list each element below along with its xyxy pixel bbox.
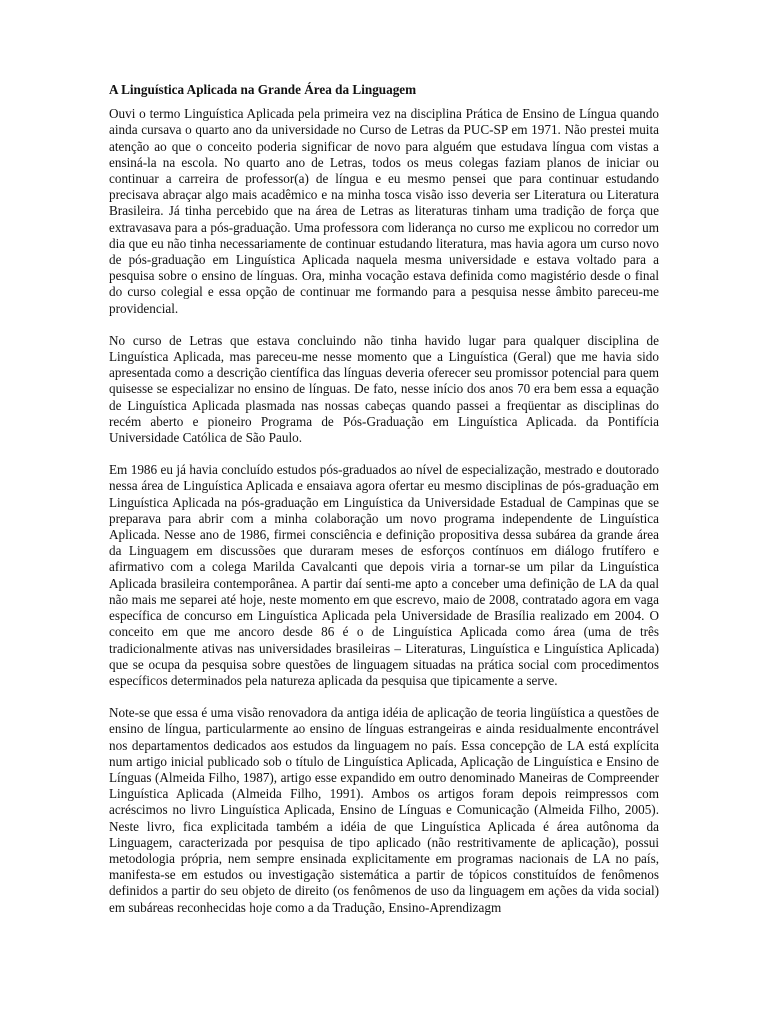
paragraph-3: Em 1986 eu já havia concluído estudos pós-graduados ao nível de especialização, mestrado e doutorado nessa área de Linguística Aplicada e ensaiava agora ofertar eu mesmo disciplinas de pós-graduação em Linguística Aplicada na pós-graduação em Linguística da Universidade Estadual de Campinas que se preparava para abrir com a minha colaboração um novo programa independente de Linguística Aplicada. Nesse ano de 1986, firmei consciência e definição propositiva dessa subárea da grande área da Linguagem em discussões que duraram meses de esforços contínuos em diálogo frutífero e afirmativo com a colega Marilda Cavalcanti que depois viria a tornar-se um pilar da Linguística Aplicada brasileira contemporânea. A partir daí senti-me apto a conceber uma definição de LA da qual não mais me separei até hoje, neste momento em que escrevo, maio de 2008, contratado agora em vaga específica de concurso em Linguística Aplicada pela Universidade de Brasília realizado em 2004. O conceito em que me ancoro desde 86 é o de Linguística Aplicada como área (uma de três tradicionalmente ativas nas universidades brasileiras – Literaturas, Linguística e Linguística Aplicada) que se ocupa da pesquisa sobre questões de linguagem situadas na prática social com procedimentos específicos determinados pela natureza aplicada da pesquisa que tipicamente a serve. [109,462,659,688]
paragraph-2: No curso de Letras que estava concluindo não tinha havido lugar para qualquer disciplina de Linguística Aplicada, mas pareceu-me nesse momento que a Linguística (Geral) que me havia sido apresentada como a descrição científica das línguas deveria oferecer seu promissor potencial para quem quisesse se especializar no ensino de línguas. De fato, nesse início dos anos 70 era bem essa a equação de Linguística Aplicada plasmada nas nossas cabeças quando passei a freqüentar as disciplinas do recém aberto e pioneiro Programa de Pós-Graduação em Linguística Aplicada. da Pontifícia Universidade Católica de São Paulo. [109,332,659,446]
paragraph-1: Ouvi o termo Linguística Aplicada pela primeira vez na disciplina Prática de Ensino de Língua quando ainda cursava o quarto ano da universidade no Curso de Letras da PUC-SP em 1971. Não prestei muita atenção ao que o conceito poderia significar de novo para alguém que estudava língua com vistas a ensiná-la na escola. No quarto ano de Letras, todos os meus colegas faziam planos de iniciar ou continuar a carreira de professor(a) de língua e eu mesmo pensei que para continuar estudando precisava abraçar algo mais acadêmico e na minha tosca visão isso deveria ser Literatura ou Literatura Brasileira. Já tinha percebido que na área de Letras as literaturas tinham uma tradição de força que extravasava para a pós-graduação. Uma professora com liderança no curso me explicou no corredor um dia que eu não tinha necessariamente de continuar estudando literatura, mas havia agora um curso novo de pós-graduação em Linguística Aplicada naquela mesma universidade e estava voltado para a pesquisa sobre o ensino de línguas. Ora, minha vocação estava definida como magistério desde o final do curso colegial e essa opção de continuar me formando para a pesquisa nesse âmbito pareceu-me providencial. [109,106,659,316]
paragraph-4: Note-se que essa é uma visão renovadora da antiga idéia de aplicação de teoria lingüística a questões de ensino de língua, particularmente ao ensino de línguas estrangeiras e ainda residualmente encontrável nos departamentos dedicados aos estudos da linguagem no país. Essa concepção de LA está explícita num artigo inicial publicado sob o título de Linguística Aplicada, Aplicação de Linguística e Ensino de Línguas (Almeida Filho, 1987), artigo esse expandido em outro denominado Maneiras de Compreender Linguística Aplicada (Almeida Filho, 1991). Ambos os artigos foram depois reimpressos com acréscimos no livro Linguística Aplicada, Ensino de Línguas e Comunicação (Almeida Filho, 2005). Neste livro, fica explicitada também a idéia de que Linguística Aplicada é área autônoma da Linguagem, caracterizada por pesquisa de tipo aplicado (não restritivamente de aplicação), possui metodologia própria, nem sempre ensinada explicitamente em programas nacionais de LA no país, manifesta-se em estudos ou investigação sistemática a partir de tópicos constituídos de fenômenos definidos a partir do seu objeto de direito (os fenômenos de uso da linguagem em ações da vida social) em subáreas reconhecidas hoje como a da Tradução, Ensino-Aprendizagm [109,705,659,915]
document-page [109,82,659,916]
document-title: A Linguística Aplicada na Grande Área da Linguagem [109,82,417,97]
